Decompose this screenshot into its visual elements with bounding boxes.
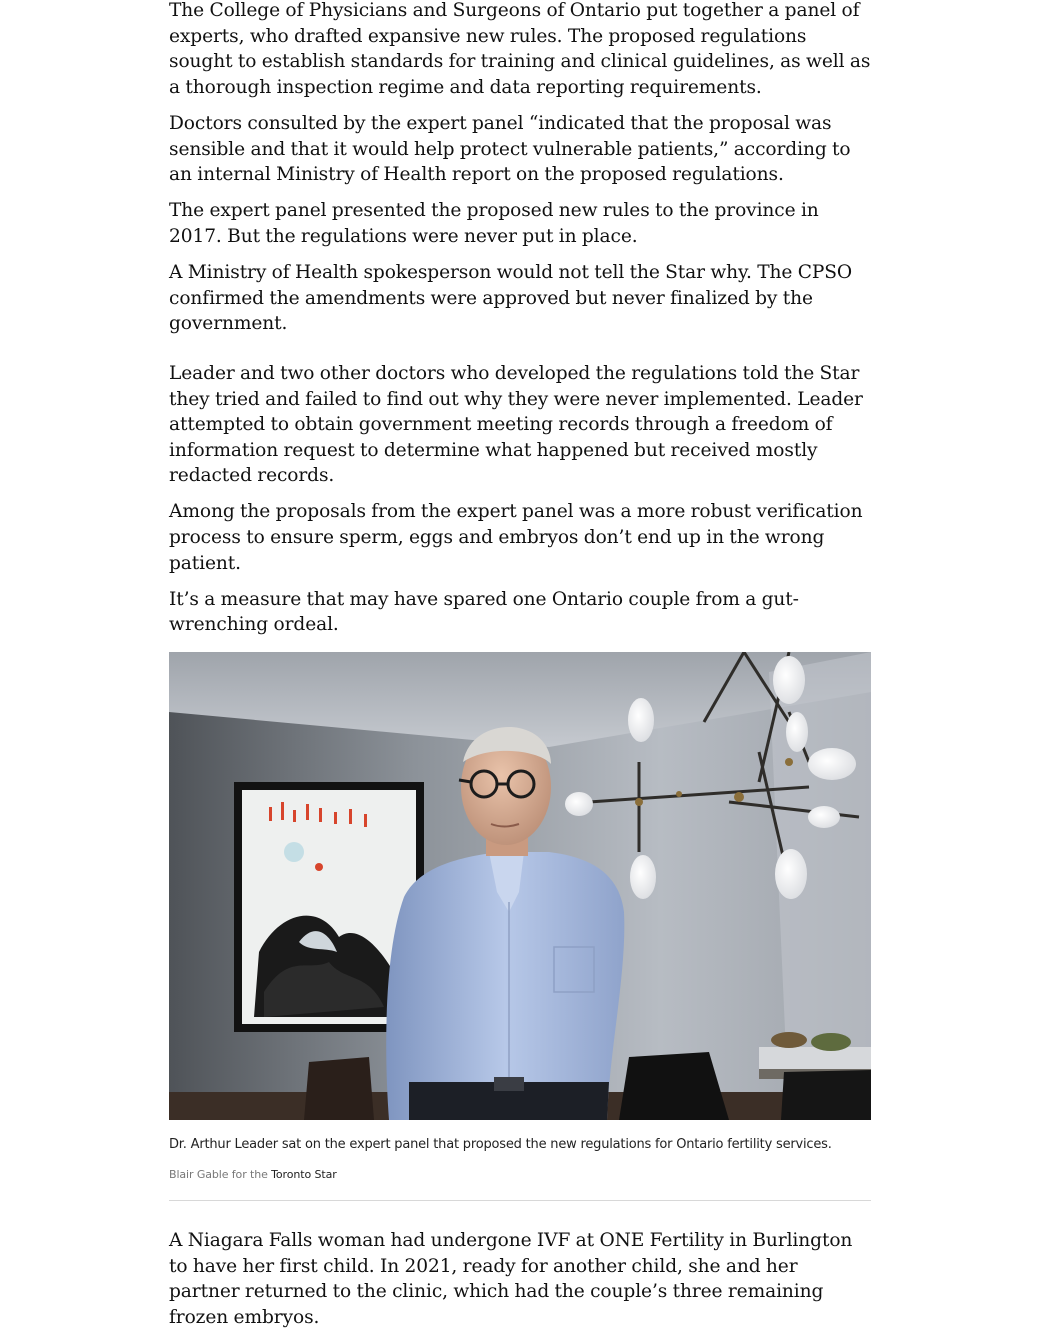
photo-credit-prefix: Blair Gable for the [169,1168,268,1182]
article-paragraph: Doctors consulted by the expert panel “indicated that the proposal was sensible and that it would help protect vulnerable patients,” according to an internal Ministry of Health report on the proposed regulations. [169,112,851,186]
article-figure [169,652,871,1201]
photo-credit [169,1167,871,1183]
photo-credit-outlet: Toronto Star [271,1168,337,1182]
article-paragraph: Among the proposals from the expert panel was a more robust verification process to ensure sperm, eggs and embryos don’t end up in the wrong patient. [169,501,863,574]
article-paragraph: Leader and two other doctors who developed the regulations told the Star they tried and failed to find out why they were never implemented. Leader attempted to obtain government meeting records through a freedom of information request to determine what happened but received mostly redacted records. [169,362,863,487]
article-paragraph: It’s a measure that may have spared one Ontario couple from a gut-wrenching ordeal. [169,588,799,636]
article-body [169,0,871,1341]
portrait-photo[interactable] [169,652,871,1120]
article-paragraph: A Niagara Falls woman had undergone IVF at ONE Fertility in Burlington to have her first child. In 2021, ready for another child, she and her partner returned to the clinic, which had the couple’s three remaining frozen embryos. [169,1230,853,1328]
article-paragraph: The expert panel presented the proposed new rules to the province in 2017. But the regulations were never put in place. [169,200,819,247]
figure-divider [169,1200,871,1201]
article-paragraph: The College of Physicians and Surgeons of Ontario put together a panel of experts, who drafted expansive new rules. The proposed regulations sought to establish standards for training and clinical guidelines, as well as a thorough inspection regime and data reporting requirements. [169,0,871,98]
article-paragraph: A Ministry of Health spokesperson would not tell the Star why. The CPSO confirmed the amendments were approved but never finalized by the government. [169,262,853,335]
photo-caption: Dr. Arthur Leader sat on the expert panel that proposed the new regulations for Ontario fertility services. [169,1137,832,1153]
